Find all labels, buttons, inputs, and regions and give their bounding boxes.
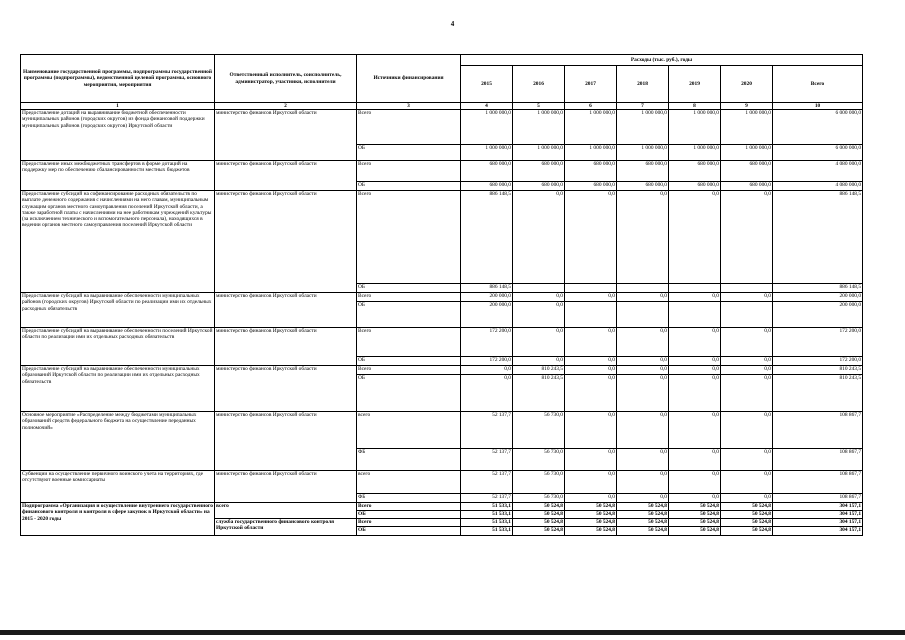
year-value: 0,0 xyxy=(617,293,669,302)
header-total: Всего xyxy=(773,66,863,103)
year-value: 51 533,1 xyxy=(461,527,513,536)
year-value: 0,0 xyxy=(617,375,669,412)
year-value: 0,0 xyxy=(617,191,669,284)
executor-name: министерство финансов Иркутской области xyxy=(215,328,357,366)
year-value: 51 533,1 xyxy=(461,519,513,527)
year-value: 1 000 000,0 xyxy=(513,145,565,161)
header-name: Наименование государственной программы, подпрограммы государственной программы (подпрограммы), ведомственной целевой программы, основного мероприятия, мероприятия xyxy=(21,55,215,103)
year-value: 1 000 000,0 xyxy=(461,110,513,145)
measure-name: Предоставление дотаций на выравнивание бюджетной обеспеченности муниципальных районов (городских округов) из фонда финансовой поддержки муниципальных районов (городских округов) Иркутской области xyxy=(21,110,215,161)
year-value: 50 524,8 xyxy=(565,503,617,511)
funding-source: Всего xyxy=(357,366,461,375)
year-value: 0,0 xyxy=(565,328,617,357)
column-number: 5 xyxy=(513,103,565,110)
year-value: 51 533,1 xyxy=(461,503,513,511)
budget-table-container xyxy=(20,54,863,536)
year-value: 680 000,0 xyxy=(721,161,773,182)
year-value: 886 148,5 xyxy=(461,191,513,284)
executor-name: министерство финансов Иркутской области xyxy=(215,191,357,293)
year-value: 0,0 xyxy=(461,375,513,412)
year-value: 680 000,0 xyxy=(565,161,617,182)
year-value: 52 137,7 xyxy=(461,449,513,471)
year-value: 0,0 xyxy=(461,366,513,375)
year-value: 1 000 000,0 xyxy=(565,145,617,161)
year-value: 680 000,0 xyxy=(721,182,773,191)
total-value: 4 080 000,0 xyxy=(773,182,863,191)
year-value: 810 243,5 xyxy=(513,375,565,412)
year-value xyxy=(721,302,773,328)
year-value: 0,0 xyxy=(721,449,773,471)
header-expenses: Расходы (тыс. руб.), годы xyxy=(461,55,863,66)
year-value: 0,0 xyxy=(565,191,617,284)
measure-name: Субвенции на осуществление первичного воинского учета на территориях, где отсутствуют военные комиссариаты xyxy=(21,471,215,503)
table-row xyxy=(21,412,863,449)
year-value: 50 524,8 xyxy=(721,527,773,536)
total-value: 304 157,1 xyxy=(773,503,863,511)
total-value: 200 000,0 xyxy=(773,302,863,328)
year-value: 0,0 xyxy=(617,449,669,471)
funding-source: Всего xyxy=(357,503,461,511)
year-value: 50 524,8 xyxy=(617,511,669,519)
executor-name: министерство финансов Иркутской области xyxy=(215,366,357,412)
year-value: 200 000,0 xyxy=(461,293,513,302)
year-value: 680 000,0 xyxy=(617,161,669,182)
year-value: 1 000 000,0 xyxy=(617,110,669,145)
year-value: 200 000,0 xyxy=(461,302,513,328)
year-value: 0,0 xyxy=(669,366,721,375)
year-value: 680 000,0 xyxy=(513,161,565,182)
year-value: 0,0 xyxy=(721,471,773,494)
year-value: 0,0 xyxy=(721,375,773,412)
year-value: 0,0 xyxy=(721,191,773,284)
subprogram-executor-total: всего xyxy=(215,503,357,519)
year-value: 50 524,8 xyxy=(721,511,773,519)
year-value: 1 000 000,0 xyxy=(617,145,669,161)
total-value: 810 243,5 xyxy=(773,366,863,375)
header-year: 2018 xyxy=(617,66,669,103)
funding-source: Всего xyxy=(357,191,461,284)
year-value: 50 524,8 xyxy=(669,527,721,536)
table-row xyxy=(21,293,863,302)
total-value: 108 867,7 xyxy=(773,412,863,449)
year-value: 0,0 xyxy=(669,357,721,366)
year-value: 0,0 xyxy=(513,357,565,366)
year-value: 1 000 000,0 xyxy=(565,110,617,145)
column-number: 1 xyxy=(21,103,215,110)
measure-name: Предоставление субсидий на выравнивание обеспеченности муниципальных районов (городских округов) Иркутской области по реализации ими их отдельных расходных обязательств xyxy=(21,293,215,328)
year-value: 0,0 xyxy=(565,293,617,302)
year-value: 810 243,5 xyxy=(513,366,565,375)
funding-source: Всего xyxy=(357,161,461,182)
total-value: 172 200,0 xyxy=(773,357,863,366)
year-value: 0,0 xyxy=(617,471,669,494)
funding-source: ОБ xyxy=(357,511,461,519)
funding-source: ОБ xyxy=(357,182,461,191)
table-row xyxy=(21,110,863,145)
year-value: 50 524,8 xyxy=(513,511,565,519)
year-value: 50 524,8 xyxy=(617,503,669,511)
executor-name: министерство финансов Иркутской области xyxy=(215,412,357,471)
header-year: 2015 xyxy=(461,66,513,103)
funding-source: Всего xyxy=(357,328,461,357)
executor-name: министерство финансов Иркутской области xyxy=(215,293,357,328)
funding-source: ОБ xyxy=(357,375,461,412)
year-value: 0,0 xyxy=(513,328,565,357)
year-value: 0,0 xyxy=(669,375,721,412)
total-value: 108 867,7 xyxy=(773,494,863,503)
year-value: 50 524,8 xyxy=(669,503,721,511)
header-year: 2016 xyxy=(513,66,565,103)
measure-name: Предоставление субсидий на выравнивание обеспеченности муниципальных образований Иркутской области по реализации ими их отдельных расходных обязательств xyxy=(21,366,215,412)
header-year: 2017 xyxy=(565,66,617,103)
year-value: 0,0 xyxy=(669,412,721,449)
year-value: 50 524,8 xyxy=(617,527,669,536)
funding-source: ОБ xyxy=(357,284,461,293)
year-value: 51 533,1 xyxy=(461,511,513,519)
column-number: 3 xyxy=(357,103,461,110)
year-value: 680 000,0 xyxy=(565,182,617,191)
funding-source: ОБ xyxy=(357,302,461,328)
column-number: 6 xyxy=(565,103,617,110)
year-value: 0,0 xyxy=(721,293,773,302)
year-value: 56 730,0 xyxy=(513,449,565,471)
column-number: 4 xyxy=(461,103,513,110)
year-value: 680 000,0 xyxy=(461,182,513,191)
year-value: 1 000 000,0 xyxy=(669,110,721,145)
year-value: 1 000 000,0 xyxy=(513,110,565,145)
total-value: 304 157,1 xyxy=(773,511,863,519)
table-row xyxy=(21,328,863,357)
year-value: 0,0 xyxy=(669,293,721,302)
year-value: 50 524,8 xyxy=(513,519,565,527)
year-value: 0,0 xyxy=(721,366,773,375)
column-number: 8 xyxy=(669,103,721,110)
measure-name: Предоставление иных межбюджетных трансфертов в форме дотаций на поддержку мер по обеспечению сбалансированности местных бюджетов xyxy=(21,161,215,191)
year-value xyxy=(617,302,669,328)
column-number: 10 xyxy=(773,103,863,110)
total-value: 6 000 000,0 xyxy=(773,110,863,145)
year-value: 680 000,0 xyxy=(461,161,513,182)
year-value xyxy=(565,284,617,293)
year-value xyxy=(721,284,773,293)
year-value: 52 137,7 xyxy=(461,471,513,494)
year-value: 0,0 xyxy=(617,366,669,375)
year-value: 0,0 xyxy=(565,412,617,449)
year-value: 52 137,7 xyxy=(461,494,513,503)
total-value: 886 148,5 xyxy=(773,284,863,293)
year-value: 0,0 xyxy=(721,412,773,449)
year-value: 680 000,0 xyxy=(513,182,565,191)
funding-source: ФБ xyxy=(357,449,461,471)
year-value: 886 148,5 xyxy=(461,284,513,293)
year-value: 1 000 000,0 xyxy=(721,145,773,161)
year-value xyxy=(565,302,617,328)
year-value: 56 730,0 xyxy=(513,412,565,449)
executor-name: министерство финансов Иркутской области xyxy=(215,161,357,191)
subprogram-name: Подпрограмма «Организация и осуществление внутреннего государственного финансового контроля и контроля в сфере закупок в Иркутской области» на 2015 - 2020 годы xyxy=(21,503,215,536)
executor-name: министерство финансов Иркутской области xyxy=(215,110,357,161)
year-value: 0,0 xyxy=(617,357,669,366)
year-value: 0,0 xyxy=(721,328,773,357)
total-value: 4 080 000,0 xyxy=(773,161,863,182)
total-value: 172 200,0 xyxy=(773,328,863,357)
header-source: Источники финансирования xyxy=(357,55,461,103)
year-value: 50 524,8 xyxy=(565,511,617,519)
year-value: 0,0 xyxy=(721,494,773,503)
year-value: 0,0 xyxy=(565,366,617,375)
column-number: 2 xyxy=(215,103,357,110)
year-value: 50 524,8 xyxy=(721,519,773,527)
year-value: 50 524,8 xyxy=(617,519,669,527)
year-value: 0,0 xyxy=(565,375,617,412)
year-value: 172 200,0 xyxy=(461,328,513,357)
funding-source: Всего xyxy=(357,293,461,302)
column-number: 7 xyxy=(617,103,669,110)
funding-source: Всего xyxy=(357,519,461,527)
funding-source: ОБ xyxy=(357,527,461,536)
funding-source: ОБ xyxy=(357,145,461,161)
header-row xyxy=(21,55,863,66)
header-year: 2019 xyxy=(669,66,721,103)
page-number: 4 xyxy=(450,20,455,28)
year-value: 0,0 xyxy=(669,328,721,357)
page-bottom-edge xyxy=(0,630,905,635)
executor-name: министерство финансов Иркутской области xyxy=(215,471,357,503)
year-value: 680 000,0 xyxy=(669,182,721,191)
total-value: 810 243,5 xyxy=(773,375,863,412)
measure-name: Основное мероприятие «Распределение между бюджетами муниципальных образований средств федерального бюджета на осуществление переданных полномочий» xyxy=(21,412,215,471)
year-value: 0,0 xyxy=(617,412,669,449)
year-value: 0,0 xyxy=(669,191,721,284)
table-row xyxy=(21,161,863,182)
table-row xyxy=(21,366,863,375)
year-value: 680 000,0 xyxy=(617,182,669,191)
year-value: 0,0 xyxy=(669,471,721,494)
table-row xyxy=(21,191,863,284)
year-value: 0,0 xyxy=(669,494,721,503)
year-value: 50 524,8 xyxy=(721,503,773,511)
total-value: 108 867,7 xyxy=(773,471,863,494)
budget-table-body xyxy=(21,110,863,536)
year-value: 0,0 xyxy=(565,449,617,471)
total-value: 6 000 000,0 xyxy=(773,145,863,161)
funding-source: Всего xyxy=(357,110,461,145)
year-value: 680 000,0 xyxy=(669,161,721,182)
total-value: 108 867,7 xyxy=(773,449,863,471)
year-value xyxy=(669,302,721,328)
header-year: 2020 xyxy=(721,66,773,103)
year-value: 56 730,0 xyxy=(513,494,565,503)
funding-source: ФБ xyxy=(357,494,461,503)
year-value xyxy=(513,284,565,293)
measure-name: Предоставление субсидий на софинансирование расходных обязательств по выплате денежного содержания с начислениями на него главам, муниципальным служащим органов местного самоуправления поселений Иркутской области, а также заработной платы с начислениями на нее работникам учреждений культуры (за исключением технического и вспомогательного персонала), находящихся в ведении органов местного самоуправления поселений Иркутской области xyxy=(21,191,215,293)
year-value: 1 000 000,0 xyxy=(721,110,773,145)
funding-source: всего xyxy=(357,412,461,449)
column-number: 9 xyxy=(721,103,773,110)
funding-source: ОБ xyxy=(357,357,461,366)
year-value: 50 524,8 xyxy=(669,519,721,527)
year-value: 0,0 xyxy=(565,494,617,503)
column-numbers-row xyxy=(21,103,863,110)
header-executor: Ответственный исполнитель, соисполнитель, администратор, участники, исполнители xyxy=(215,55,357,103)
year-value: 50 524,8 xyxy=(513,527,565,536)
total-value: 200 000,0 xyxy=(773,293,863,302)
year-value: 50 524,8 xyxy=(565,519,617,527)
total-value: 304 157,1 xyxy=(773,519,863,527)
year-value: 50 524,8 xyxy=(565,527,617,536)
year-value: 1 000 000,0 xyxy=(669,145,721,161)
funding-source: всего xyxy=(357,471,461,494)
year-value: 0,0 xyxy=(513,293,565,302)
year-value: 0,0 xyxy=(617,328,669,357)
year-value: 1 000 000,0 xyxy=(461,145,513,161)
year-value: 172 200,0 xyxy=(461,357,513,366)
year-value: 0,0 xyxy=(513,191,565,284)
year-value: 56 730,0 xyxy=(513,471,565,494)
year-value: 52 137,7 xyxy=(461,412,513,449)
budget-table xyxy=(20,54,863,536)
year-value: 0,0 xyxy=(513,302,565,328)
year-value xyxy=(669,284,721,293)
year-value: 0,0 xyxy=(669,449,721,471)
table-row xyxy=(21,471,863,494)
subprogram-executor: служба государственного финансового контроля Иркутской области xyxy=(215,519,357,536)
year-value: 0,0 xyxy=(617,494,669,503)
year-value: 50 524,8 xyxy=(513,503,565,511)
year-value: 0,0 xyxy=(721,357,773,366)
total-value: 304 157,1 xyxy=(773,527,863,536)
year-value: 0,0 xyxy=(565,471,617,494)
year-value: 0,0 xyxy=(565,357,617,366)
total-value: 886 148,5 xyxy=(773,191,863,284)
measure-name: Предоставление субсидий на выравнивание обеспеченности поселений Иркутской области по реализации ими их отдельных расходных обязательств xyxy=(21,328,215,366)
year-value: 50 524,8 xyxy=(669,511,721,519)
year-value xyxy=(617,284,669,293)
subprogram-row xyxy=(21,503,863,511)
